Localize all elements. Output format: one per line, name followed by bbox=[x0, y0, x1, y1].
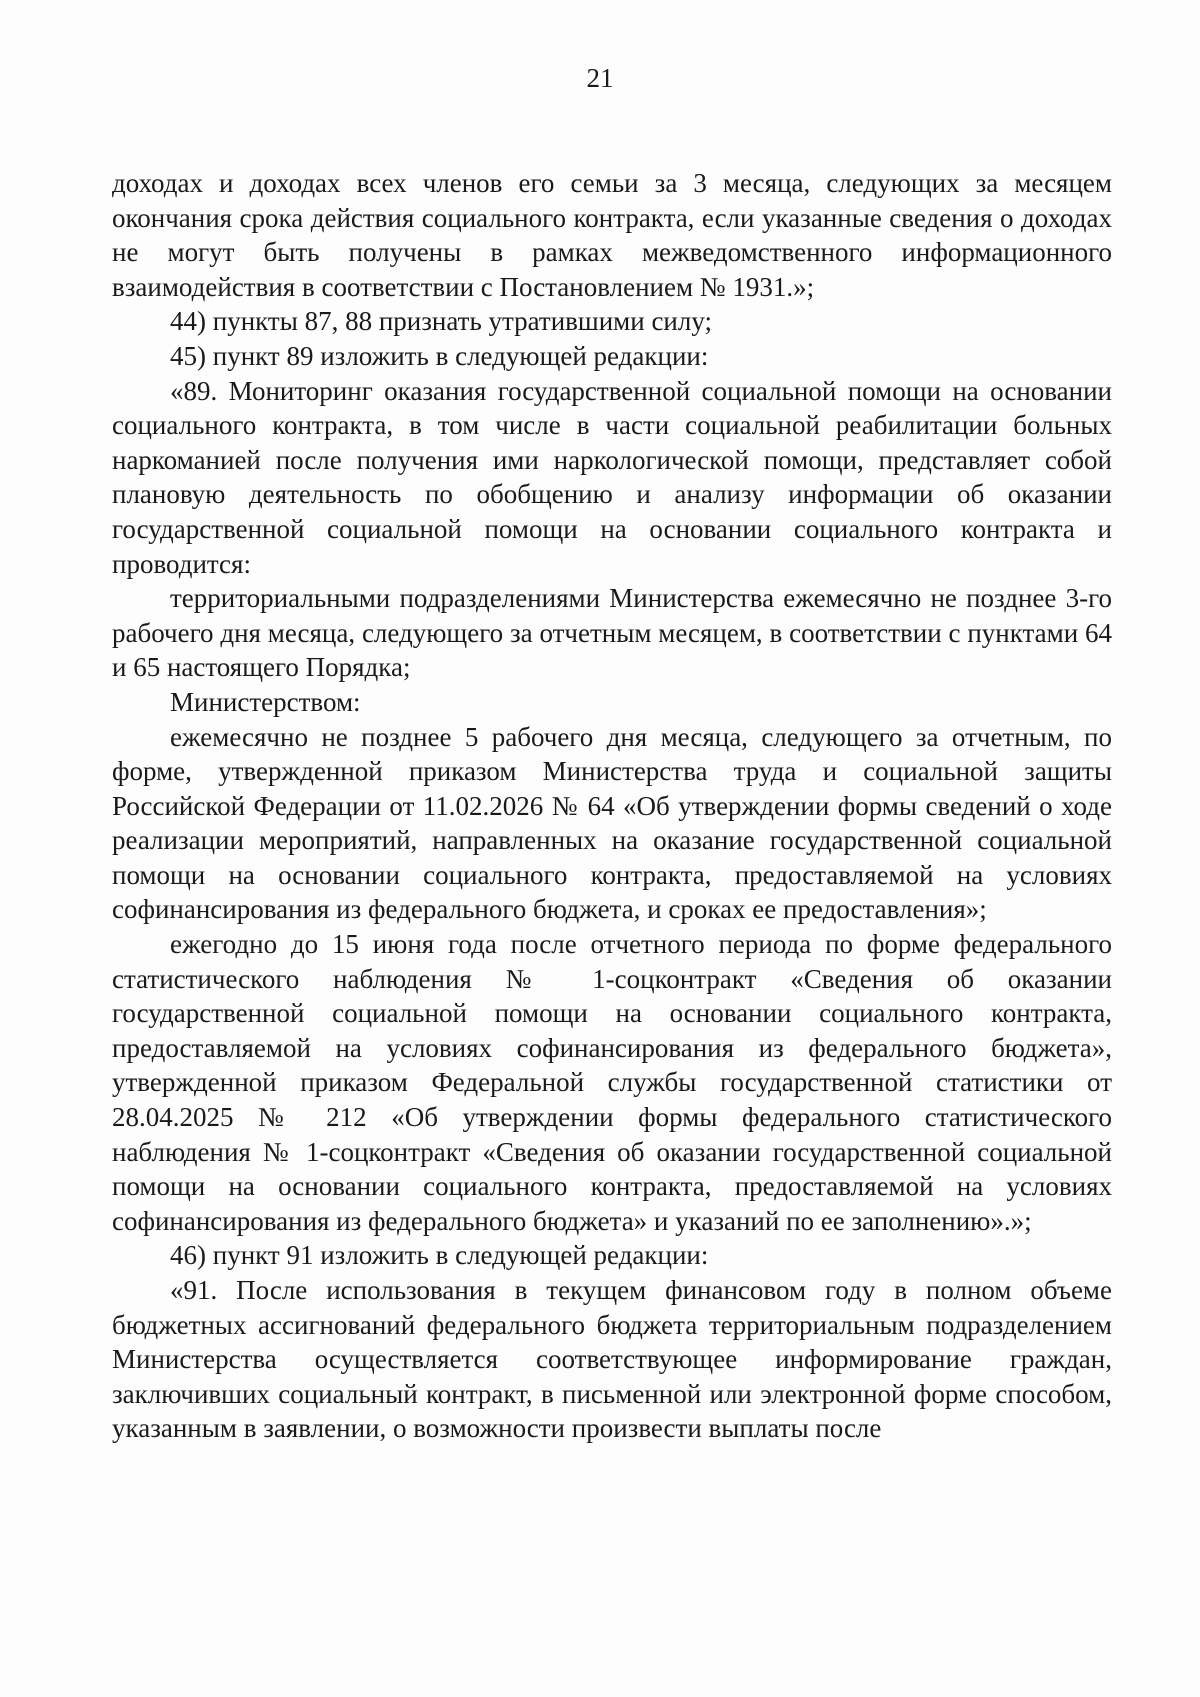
paragraph-annually: ежегодно до 15 июня года после отчетного периода по форме федерального статистического наблюдения № 1-соцконтракт «Сведения об оказании государственной социальной помощи на основании социального контракта, предоставляемой на условиях софинансирования из федерального бюджета», утвержденной приказом Федеральной службы государственной статистики от 28.04.2025 № 212 «Об утверждении формы федерального статистического наблюдения № 1-соцконтракт «Сведения об оказании государственной социальной помощи на основании социального контракта, предоставляемой на условиях софинансирования из федерального бюджета» и указаний по ее заполнению».»; bbox=[112, 929, 1112, 1236]
paragraph-clause-89: «89. Мониторинг оказания государственной социальной помощи на основании социального контракта, в том числе в части социальной реабилитации больных наркоманией после получения ими наркологической помощи, представляет собой плановую деятельность по обобщению и анализу информации об оказании государственной социальной помощи на основании социального контракта и проводится: bbox=[112, 375, 1112, 579]
paragraph-clause-91: «91. После использования в текущем финансовом году в полном объеме бюджетных ассигнований федерального бюджета территориальным подразделением Министерства осуществляется соответствующее информирование граждан, заключивших социальный контракт, в письменной или электронной форме способом, указанным в заявлении, о возможности произвести выплаты после bbox=[112, 1275, 1112, 1444]
document-body bbox=[112, 166, 1112, 1446]
paragraph-item-46: 46) пункт 91 изложить в следующей редакции: bbox=[170, 1240, 709, 1271]
page-number: 21 bbox=[586, 63, 614, 93]
paragraph-continuation: доходах и доходах всех членов его семьи за 3 месяца, следующих за месяцем окончания срока действия социального контракта, если указанные сведения о доходах не могут быть получены в рамках межведомственного информационного взаимодействия в соответствии с Постановлением № 1931.»; bbox=[112, 168, 1112, 302]
paragraph-monthly: ежемесячно не позднее 5 рабочего дня месяца, следующего за отчетным, по форме, утвержденной приказом Министерства труда и социальной защиты Российской Федерации от 11.02.2026 № 64 «Об утверждении формы сведений о ходе реализации мероприятий, направленных на оказание государственной социальной помощи на основании социального контракта, предоставляемой на условиях софинансирования из федерального бюджета, и сроках ее предоставления»; bbox=[112, 721, 1112, 925]
paragraph-territorial-divisions: территориальными подразделениями Министерства ежемесячно не позднее 3-го рабочего дня месяца, следующего за отчетным месяцем, в соответствии с пунктами 64 и 65 настоящего Порядка; bbox=[112, 583, 1112, 683]
paragraph-item-44: 44) пункты 87, 88 признать утратившими силу; bbox=[170, 306, 712, 337]
paragraph-ministry: Министерством: bbox=[170, 686, 361, 717]
paragraph-item-45: 45) пункт 89 изложить в следующей редакции: bbox=[170, 340, 709, 371]
